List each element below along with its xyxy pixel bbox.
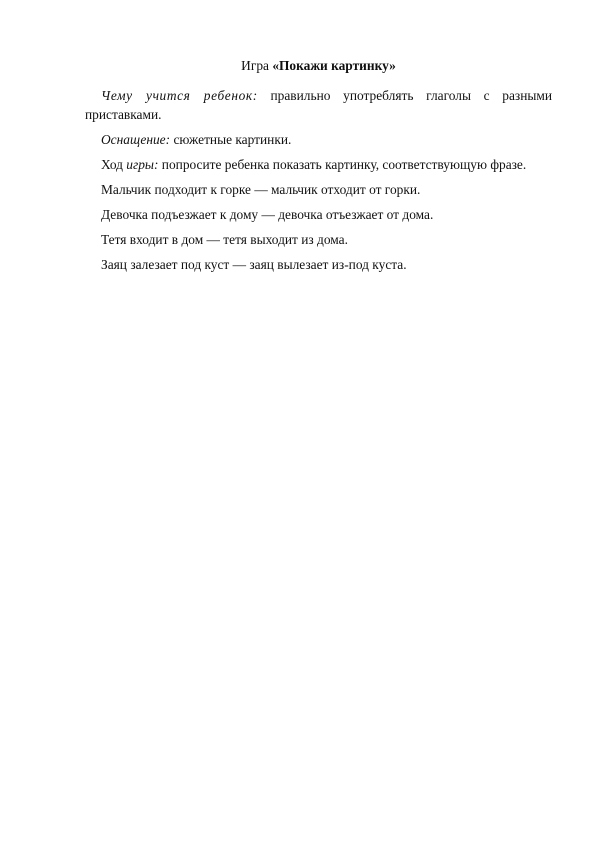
phrase-line: Тетя входит в дом — тетя выходит из дома. (101, 232, 348, 247)
game-title (85, 56, 552, 75)
learning-goal-text: правильно употреблять глаголы с разными приставками. (85, 88, 553, 122)
game-procedure-paragraph (85, 155, 552, 174)
equipment-label: Оснащение: (101, 132, 171, 147)
procedure-label: игры: (126, 157, 159, 172)
document-body (85, 56, 552, 280)
phrase-line: Заяц залезает под куст — заяц вылезает из-под куста. (101, 257, 407, 272)
equipment-paragraph (85, 130, 552, 149)
equipment-text: сюжетные картинки. (170, 132, 292, 147)
learning-goal-label: Чему учится ребенок: (101, 88, 258, 103)
title-prefix: Игра (241, 58, 273, 73)
phrase-line: Девочка подъезжает к дому — девочка отъезжает от дома. (101, 207, 434, 222)
title-game-name: «Покажи картинку» (272, 58, 396, 73)
procedure-prefix: Ход (101, 157, 127, 172)
phrase-line: Мальчик подходит к горке — мальчик отходит от горки. (101, 182, 421, 197)
learning-goal-paragraph (85, 86, 552, 124)
procedure-text: попросите ребенка показать картинку, соответствующую фразе. (158, 157, 527, 172)
